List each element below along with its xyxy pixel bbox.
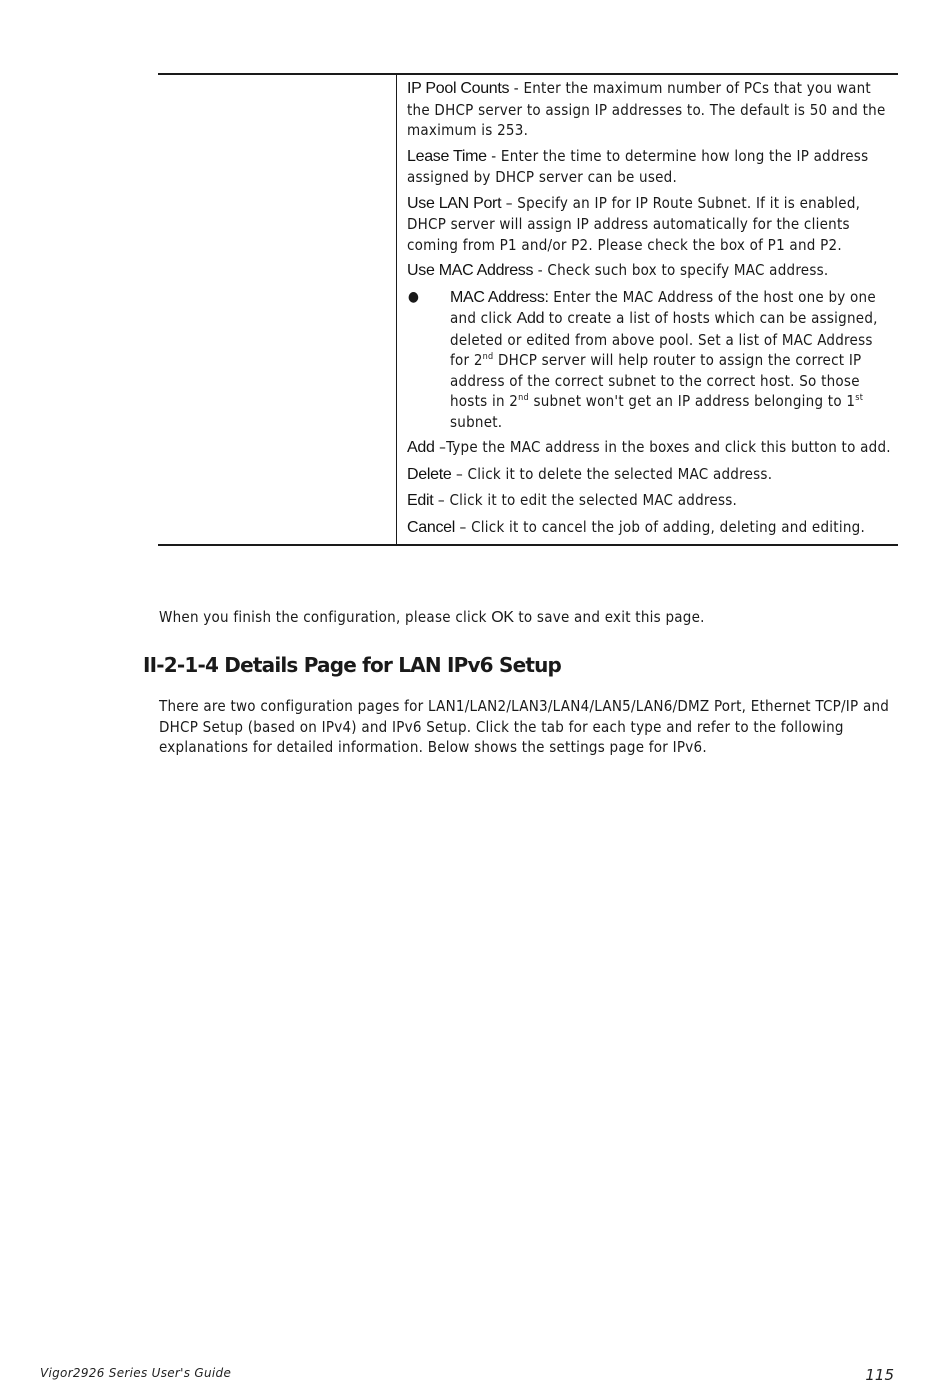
term-separator: – [434, 438, 447, 456]
ok-word: OK [491, 609, 514, 626]
term-description: Specify an IP for IP Route Subnet. If it is enabled, DHCP server will assign IP address automatically for the clients coming from P1 and/or P2. Please check the box of P1 and P2. [407, 193, 861, 254]
row-edit [407, 490, 894, 512]
row-use-mac-address [407, 260, 894, 282]
row-cancel [407, 517, 894, 539]
add-word: Add [516, 310, 545, 327]
section-heading: II-2-1-4 Details Page for LAN IPv6 Setup [143, 653, 562, 677]
superscript: st [855, 393, 864, 403]
table-left-column [158, 75, 397, 544]
bullet-text-part: subnet won't get an IP address belonging to 1 [528, 392, 856, 410]
table-right-column [397, 75, 898, 544]
term-description: Check such box to specify MAC address. [547, 261, 829, 279]
term-description: Click it to cancel the job of adding, deleting and editing. [471, 517, 865, 536]
term-label: IP Pool Counts [407, 80, 510, 97]
term-description: Click it to delete the selected MAC address. [467, 464, 773, 483]
row-add [407, 437, 894, 459]
term-separator: – [451, 464, 468, 483]
term-separator: - [533, 261, 548, 279]
bullet-dot-icon: ● [408, 288, 419, 305]
note-text: to save and exit this page. [513, 608, 705, 626]
bullet-text-part: DHCP server will help router to assign the correct IP address of the correct subnet to the correct host. So those hosts in 2 [450, 351, 862, 410]
row-lease-time [407, 146, 894, 188]
term-label: Lease Time [407, 147, 487, 165]
term-label: Edit [407, 492, 434, 509]
term-label: Use LAN Port [407, 194, 502, 212]
term-label: Cancel [407, 518, 456, 536]
footer-guide-title: Vigor2926 Series User's Guide [40, 1366, 232, 1380]
superscript: nd [482, 352, 494, 362]
term-description: Enter the maximum number of PCs that you want the DHCP server to assign IP addresses to. The default is 50 and the maximum is 253. [407, 79, 886, 139]
term-label: Use MAC Address [407, 262, 534, 279]
term-label: Add [407, 439, 435, 456]
term-label: Delete [407, 465, 452, 483]
term-separator: - [509, 79, 524, 97]
term-separator: - [486, 146, 501, 165]
term-separator: – [501, 193, 518, 212]
row-ip-pool-counts [407, 78, 894, 141]
description-table [158, 73, 898, 546]
term-description: Enter the time to determine how long the IP address assigned by DHCP server can be used. [407, 146, 869, 186]
term-separator: – [455, 517, 472, 536]
bullet-text-part: Enter the MAC Address of the host one by one and click [450, 287, 876, 327]
superscript: nd [518, 393, 529, 403]
section-body: There are two configuration pages for LAN1/LAN2/LAN3/LAN4/LAN5/LAN6/DMZ Port, Ethernet TCP/IP and DHCP Setup (based on IPv4) and IPv6 Setup. Click the tab for each type and refer to the following explanations for detailed information. Below shows the settings page for IPv6. [159, 697, 890, 756]
bullet-text-part: to create a list of hosts which can be assigned, deleted or edited from above pool. Set a list of MAC Address for 2 [450, 309, 878, 369]
term-description: Click it to edit the selected MAC address. [449, 491, 738, 509]
term-separator: – [433, 491, 450, 509]
finish-note [159, 607, 899, 628]
bullet-mac-address [407, 287, 894, 433]
term-description: Type the MAC address in the boxes and click this button to add. [446, 438, 891, 456]
bullet-text-part: subnet. [450, 412, 503, 431]
row-delete [407, 464, 894, 486]
row-use-lan-port [407, 193, 894, 256]
bullet-text [450, 287, 894, 433]
term-label: MAC Address: [450, 288, 549, 306]
note-text: When you finish the configuration, please click [159, 608, 492, 626]
page-number: 115 [865, 1366, 894, 1384]
